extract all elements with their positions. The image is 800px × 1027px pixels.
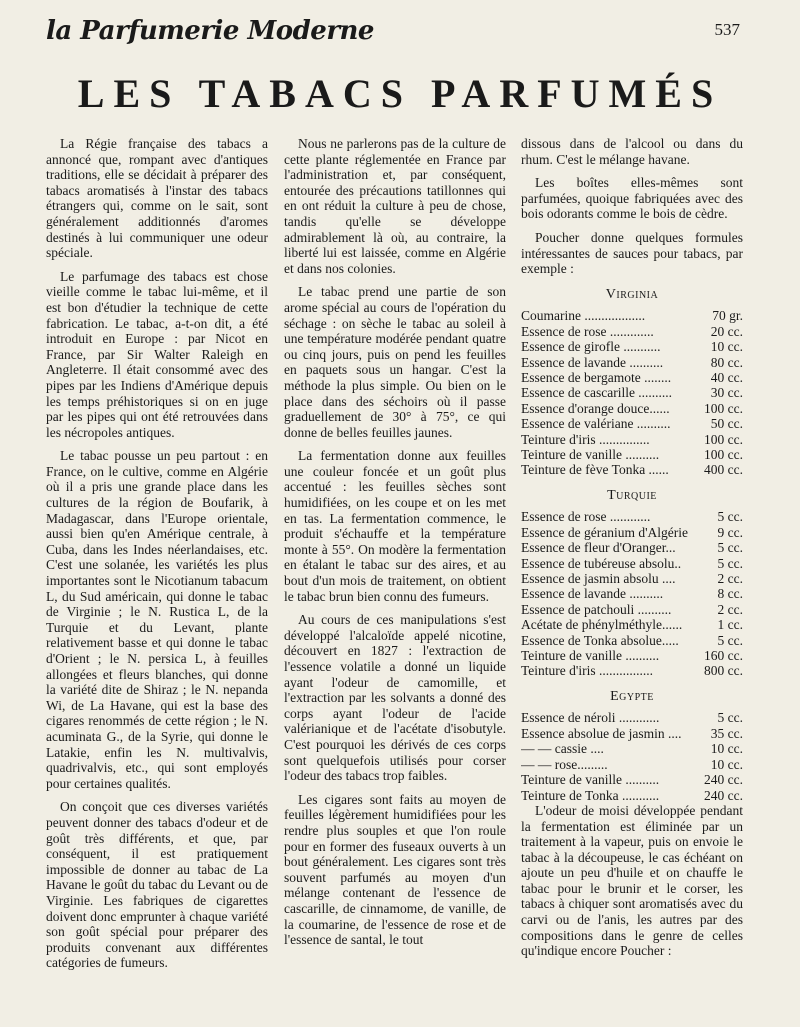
recipe-title: Turquie — [607, 487, 657, 503]
paragraph: Les boîtes elles-mêmes sont parfumées, quoique fabriquées avec des bois odorants comme le bois de cèdre. — [521, 175, 743, 222]
recipe-title: Virginia — [605, 286, 659, 302]
ingredient: Essence de lavande .......... — [521, 586, 664, 602]
paragraph: Le tabac prend une partie de son arome spécial au cours de l'opération du séchage : on sèche le tabac au soleil à une température modérée pendant quatre ou cinq jours, puis on pend les feuilles en paquets sous un hangar. C'est la méthode la plus simple. Ou bien on le place dans des séchoirs où il passe graduellement de 30° à 75°, ce qui donne de belles feuilles jaunes. — [284, 284, 506, 440]
recipe-row — [521, 586, 743, 601]
recipe-row — [521, 416, 743, 431]
recipe-row — [521, 602, 743, 617]
recipe-row — [521, 556, 743, 571]
paragraph: Nous ne parlerons pas de la culture de cette plante réglementée en France par l'administration et, par conséquent, entourée des précautions tatillonnes qui en ont réduit la culture à peu de chose, tandis qu'elle se développe admirablement là où, au contraire, la liberté lui est laissée, comme en Algérie et dans nos colonies. — [284, 136, 506, 276]
ingredient: Essence de géranium d'Algérie — [521, 524, 688, 540]
recipe-row — [521, 308, 743, 323]
recipe-row — [521, 741, 743, 756]
quantity: 2 cc. — [717, 601, 743, 617]
quantity: 10 cc. — [710, 339, 743, 355]
paragraph: Les cigares sont faits au moyen de feuilles légèrement humidifiées pour les rendre plus souples et que l'on roule pour en former des fuseaux ouverts à un bout généralement. Les cigares sont très souvent parfumés au moyen d'un mélange contenant de l'essence de cascarille, de cinnamome, de vanille, de la coumarine, de l'essence de rose et de l'essence de santal, le tout — [284, 791, 506, 948]
quantity: 240 cc. — [704, 787, 743, 803]
recipe-row — [521, 710, 743, 725]
recipe-row — [521, 462, 743, 477]
ingredient: Essence de fleur d'Oranger... — [521, 540, 676, 556]
ingredient: Teinture de vanille .......... — [521, 648, 660, 664]
ingredient: Essence de rose ............. — [521, 323, 654, 339]
recipe-table — [521, 308, 743, 477]
recipe-row — [521, 385, 743, 400]
ingredient: Essence de bergamote ........ — [521, 369, 672, 385]
column-3 — [521, 136, 743, 967]
ingredient: Teinture de vanille .......... — [521, 772, 660, 788]
quantity: 5 cc. — [717, 509, 743, 525]
recipe-row — [521, 509, 743, 524]
ingredient: Essence de valériane .......... — [521, 416, 671, 432]
recipe-title: Egypte — [610, 688, 654, 704]
quantity: 20 cc. — [710, 323, 743, 339]
ingredient: Teinture de Tonka ........... — [521, 787, 660, 803]
quantity: 400 cc. — [704, 462, 743, 478]
quantity: 100 cc. — [704, 431, 743, 447]
recipe-row — [521, 339, 743, 354]
quantity: 5 cc. — [717, 632, 743, 648]
quantity: 5 cc. — [717, 710, 743, 726]
recipe-table — [521, 710, 743, 802]
recipe-row — [521, 355, 743, 370]
recipe-row — [521, 525, 743, 540]
quantity: 5 cc. — [717, 540, 743, 556]
recipe-row — [521, 540, 743, 555]
article-title: LES TABACS PARFUMÉS — [77, 71, 723, 116]
quantity: 30 cc. — [710, 385, 743, 401]
ingredient: Essence de girofle ........... — [521, 339, 661, 355]
ingredient: Essence de patchouli .......... — [521, 601, 672, 617]
page-number: 537 — [714, 20, 740, 39]
quantity: 160 cc. — [704, 648, 743, 664]
quantity: 40 cc. — [710, 369, 743, 385]
quantity: 50 cc. — [710, 416, 743, 432]
recipe-row — [521, 432, 743, 447]
ingredient: Teinture d'iris ................ — [521, 663, 653, 679]
paragraph: Le tabac pousse un peu partout : en France, on le cultive, comme en Algérie où il a pris une grande place dans les cultures de la région de Boufarik, à Madagascar, dans l'Europe orientale, aussi bien qu'en Amérique centrale, à Cuba, dans les Indes néerlandaises, etc. C'est une solanée, les variétés les plus importantes sont le Nicotianum tabacum L, du Sud américain, qui donne le tabac de Virginie ; le N. Rustica L, de la Turquie et du Levant, plante relativement basse et qui donne le tabac d'Orient ; le N. persica L, à feuilles allongées et fleurs blanches, qui donne la variété dite de Shiraz ; le N. nepanda Wi, de La Havane, qui est la base des cigares renommés de cette région ; le N. acuminata G., de la Syrie, qui donne le Latakie, enfin les N. multivalvis, quadrivalvis, etc., qui sont employés pour certaines qualités. — [46, 448, 268, 791]
paragraph: On conçoit que ces diverses variétés peuvent donner des tabacs d'odeur et de goût très différents, et que, par conséquent, il est pratiquement impossible de donner au tabac de La Havane le goût du tabac du Levant ou de Virginie. Les fabriques de cigarettes doivent donc emprunter à chaque variété son goût spécial pour préparer des produits convenant aux différentes catégories de fumeurs. — [46, 799, 268, 971]
ingredient: Essence absolue de jasmin .... — [521, 725, 682, 741]
recipe-row — [521, 648, 743, 663]
recipe-row — [521, 788, 743, 803]
paragraph: L'odeur de moisi développée pendant la fermentation est éliminée par un traitement à la vapeur, puis on envoie le tabac à la découpeuse, le cas échéant on ajoute un peu d'huile et on chauffe le tabac pour le brunir et le corser, les tabacs à chiquer sont aromatisés avec du carvi ou de l'anis, les autres par des compositions dans le genre de celles qu'indique encore Poucher : — [521, 802, 743, 959]
quantity: 80 cc. — [710, 354, 743, 370]
recipe-row — [521, 757, 743, 772]
quantity: 9 cc. — [717, 524, 743, 540]
quantity: 5 cc. — [717, 555, 743, 571]
recipe-row — [521, 370, 743, 385]
ingredient: Coumarine .................. — [521, 308, 646, 324]
recipe-row — [521, 324, 743, 339]
quantity: 100 cc. — [704, 400, 743, 416]
ingredient: — — rose......... — [521, 756, 608, 772]
magazine-masthead: la Parfumerie Moderne — [46, 16, 374, 46]
ingredient: Teinture de fève Tonka ...... — [521, 462, 669, 478]
ingredient: Essence de lavande .......... — [521, 354, 664, 370]
column-2 — [284, 136, 506, 956]
ingredient: Essence de cascarille .......... — [521, 385, 673, 401]
quantity: 8 cc. — [717, 586, 743, 602]
paragraph: dissous dans de l'alcool ou dans du rhum. C'est le mélange havane. — [521, 136, 743, 167]
recipe-table — [521, 509, 743, 678]
quantity: 100 cc. — [704, 447, 743, 462]
ingredient: Essence de rose ............ — [521, 509, 651, 525]
ingredient: Essence d'orange douce...... — [521, 400, 670, 416]
quantity: 800 cc. — [704, 663, 743, 679]
ingredient: Essence de Tonka absolue..... — [521, 632, 679, 648]
ingredient: — — cassie .... — [521, 741, 604, 757]
paragraph: La Régie française des tabacs a annoncé que, rompant avec d'antiques traditions, elle se décidait à préparer des tabacs aromatisés à l'instar des tabacs étrangers qui, comme on le sait, sont généralement additionnés d'aromes destinés à lui communiquer une odeur spéciale. — [46, 136, 268, 261]
recipe-row — [521, 633, 743, 648]
quantity: 2 cc. — [717, 571, 743, 587]
recipe-row — [521, 772, 743, 787]
ingredient: Teinture d'iris ............... — [521, 431, 650, 447]
ingredient: Acétate de phénylméthyle...... — [521, 617, 683, 633]
ingredient: Essence de jasmin absolu .... — [521, 571, 676, 587]
recipe-row — [521, 401, 743, 416]
recipe-row — [521, 726, 743, 741]
recipe-list — [521, 287, 743, 803]
paragraph: Le parfumage des tabacs est chose vieille comme le tabac lui-même, et il est bon d'étudier la technique de cette fabrication. Le tabac, a-t-on dit, a été introduit en Europe : par Nicot en France, par Sir Walter Raleigh en Angleterre. Il était consommé avec des pipes par les Indiens d'Amérique depuis les temps préhistoriques si on en juge par les pipes qui ont été retrouvées dans les nécropoles antiques. — [46, 268, 268, 440]
recipe-row — [521, 663, 743, 678]
ingredient: Essence de tubéreuse absolu.. — [521, 555, 682, 571]
quantity: 70 gr. — [712, 308, 743, 324]
paragraph: La fermentation donne aux feuilles une couleur foncée et un goût plus accentué : les feuilles sèches sont humidifiées, on les coupe et on les met en tas. La fermentation commence, le produit s'échauffe et la température monte à 55°. On modère la fermentation en étalant le tabac sur des aires, et au bout d'un mois de traitement, on obtient le tabac brun bien connu des fumeurs. — [284, 448, 506, 604]
column-1 — [46, 136, 268, 979]
quantity: 240 cc. — [704, 772, 743, 788]
quantity: 1 cc. — [717, 617, 743, 633]
recipe-row — [521, 571, 743, 586]
ingredient: Essence de néroli ............ — [521, 710, 660, 726]
paragraph: Poucher donne quelques formules intéressantes de sauces pour tabacs, par exemple : — [521, 229, 743, 277]
ingredient: Teinture de vanille .......... — [521, 447, 660, 462]
recipe-row — [521, 447, 743, 462]
recipe-row — [521, 617, 743, 632]
quantity: 10 cc. — [710, 756, 743, 772]
quantity: 10 cc. — [710, 741, 743, 757]
quantity: 35 cc. — [710, 725, 743, 741]
paragraph: Au cours de ces manipulations s'est développé l'alcaloïde appelé nicotine, découvert en 1827 : l'extraction de l'essence volatile a donné un liquide ayant l'odeur de camomille, et l'extraction par les solvants a donné des corps ayant l'odeur de l'acide valérianique et de l'acétate d'isobutyle. C'est pourquoi les dérivés de ces corps sont quelquefois utilisés pour corser l'odeur des tabacs trop faibles. — [284, 612, 506, 784]
